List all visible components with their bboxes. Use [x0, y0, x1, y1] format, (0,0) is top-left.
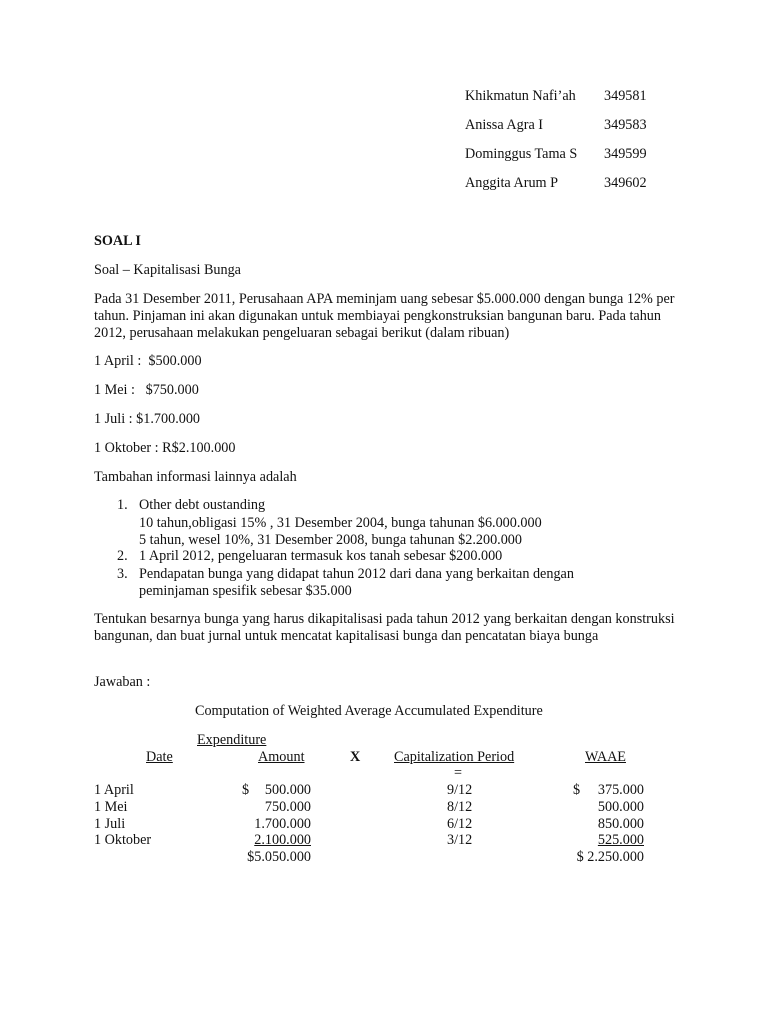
author-id: 349599	[604, 146, 647, 162]
header-waae: WAAE	[585, 749, 626, 765]
question-paragraph: Tentukan besarnya bunga yang harus dikapitalisasi pada tahun 2012 yang berkaitan dengan konstruksi bangunan, dan buat jurnal untuk mencatat kapitalisasi bunga dan pencatatan biaya bunga	[94, 611, 675, 644]
expense-item: 1 Mei : $750.000	[94, 382, 199, 398]
author-id: 349602	[604, 175, 647, 191]
expense-item: 1 Oktober : R$2.100.000	[94, 440, 236, 456]
row-waae-currency: $	[573, 782, 581, 798]
row-amount-value: 2.100.000	[254, 832, 311, 848]
row-date: 1 Mei	[94, 799, 128, 815]
header-date: Date	[146, 749, 173, 765]
list-number: 2.	[117, 548, 128, 564]
list-item: 1 April 2012, pengeluaran termasuk kos tanah sebesar $200.000	[139, 548, 503, 564]
row-amount: 1.700.000	[254, 816, 311, 832]
author-name: Anggita Arum P	[465, 175, 559, 191]
row-amount: 750.000	[264, 799, 311, 815]
list-number: 1.	[117, 497, 128, 513]
answer-label: Jawaban :	[94, 674, 151, 690]
total-waae: $ 2.250.000	[576, 849, 644, 865]
author-name: Khikmatun Nafi’ah	[465, 88, 576, 104]
list-item: peminjaman spesifik sebesar $35.000	[139, 583, 352, 599]
subtitle: Soal – Kapitalisasi Bunga	[94, 262, 241, 278]
section-title: SOAL I	[94, 233, 141, 249]
total-amount: $5.050.000	[247, 849, 311, 865]
row-period: 3/12	[447, 832, 473, 848]
row-period: 8/12	[447, 799, 473, 815]
author-id: 349581	[604, 88, 647, 104]
list-item: Other debt oustanding	[139, 497, 266, 513]
row-waae: 850.000	[597, 816, 644, 832]
row-amount: 500.000	[264, 782, 311, 798]
row-amount	[230, 832, 311, 849]
header-equals: =	[454, 765, 463, 781]
row-waae	[560, 832, 644, 849]
intro-paragraph: Pada 31 Desember 2011, Perusahaan APA meminjam uang sebesar $5.000.000 dengan bunga 12% per tahun. Pinjaman ini akan digunakan untuk membiayai pengkonstruksian bangunan baru. Pada tahun 2012, perusahaan melakukan pengeluaran sebagai berikut (dalam ribuan)	[94, 291, 675, 341]
row-waae: 500.000	[597, 799, 644, 815]
row-amount-currency: $	[242, 782, 250, 798]
row-date: 1 Oktober	[94, 832, 152, 848]
table-title: Computation of Weighted Average Accumulated Expenditure	[195, 703, 543, 719]
list-item: 10 tahun,obligasi 15% , 31 Desember 2004, bunga tahunan $6.000.000	[139, 515, 542, 531]
author-name: Anissa Agra I	[465, 117, 544, 133]
row-period: 9/12	[447, 782, 473, 798]
expense-item: 1 Juli : $1.700.000	[94, 411, 201, 427]
row-waae-value: 525.000	[597, 832, 644, 848]
row-date: 1 April	[94, 782, 134, 798]
list-item: Pendapatan bunga yang didapat tahun 2012 dari dana yang berkaitan dengan	[139, 566, 574, 582]
header-expenditure: Expenditure	[197, 732, 267, 748]
row-date: 1 Juli	[94, 816, 126, 832]
list-number: 3.	[117, 566, 128, 582]
header-amount: Amount	[258, 749, 305, 765]
extra-info-heading: Tambahan informasi lainnya adalah	[94, 469, 297, 485]
header-period: Capitalization Period	[394, 749, 515, 765]
row-period: 6/12	[447, 816, 473, 832]
expense-item: 1 April : $500.000	[94, 353, 202, 369]
list-item: 5 tahun, wesel 10%, 31 Desember 2008, bunga tahunan $2.200.000	[139, 532, 522, 548]
row-waae: 375.000	[597, 782, 644, 798]
author-name: Dominggus Tama S	[465, 146, 578, 162]
author-id: 349583	[604, 117, 647, 133]
header-x: X	[350, 749, 361, 765]
